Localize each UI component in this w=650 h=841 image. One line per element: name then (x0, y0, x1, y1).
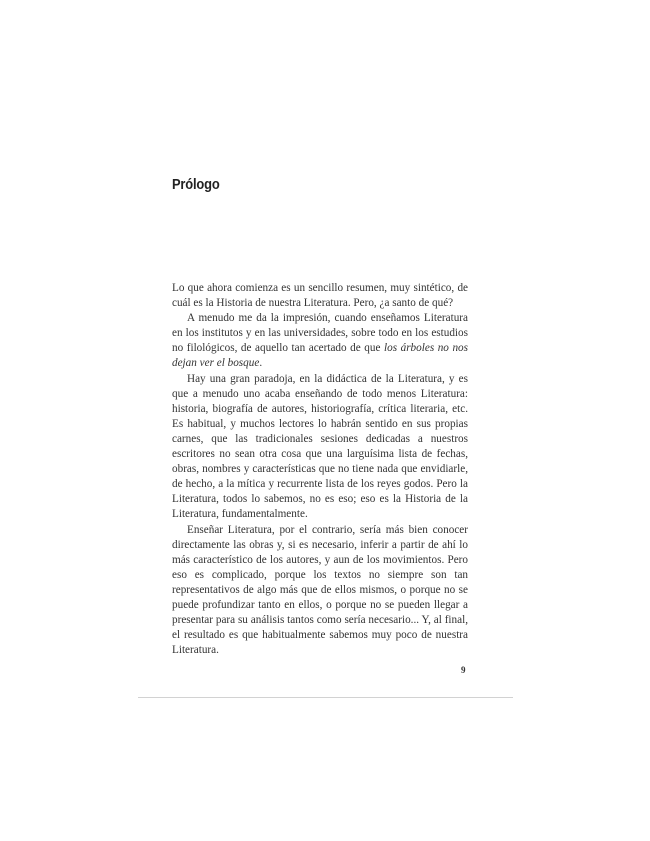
page-number: 9 (461, 665, 466, 675)
paragraph-2-italic: los árboles no nos dejan ver el bosque (172, 342, 468, 370)
paragraph-1: Lo que ahora comienza es un sencillo resumen, muy sintético, de cuál es la Historia de nuestra Literatura. Pero, ¿a santo de qué? (172, 282, 468, 310)
chapter-title: Prólogo (172, 176, 220, 193)
paragraph-2 (172, 311, 468, 371)
paragraph-2-text: A menudo me da la impresión, cuando enseñamos Literatura en los institutos y en las universidades, sobre todo en los estudios no filológicos, de aquello tan acertado de que (172, 312, 468, 355)
paragraph-3: Hay una gran paradoja, en la didáctica de la Literatura, y es que a menudo uno acaba enseñando de todo menos Literatura: historia, biografía de autores, historiografía, crítica literaria, etc. Es habitual, y muchos lectores lo habrán sentido en sus propias carnes, que las tradicionales sesiones dedicadas a nuestros escritores no sean otra cosa que una larguísima lista de fechas, obras, nombres y características que no tiene nada que envidiarle, de hecho, a la mítica y recurrente lista de los reyes godos. Pero la Literatura, todos lo sabemos, no es eso; eso es la Historia de la Literatura, fundamentalmente. (172, 372, 468, 521)
page-divider (138, 697, 513, 698)
paragraph-4: Enseñar Literatura, por el contrario, sería más bien conocer directamente las obras y, si es necesario, inferir a partir de ahí lo más característico de los autores, y aun de los movimientos. Pero eso es complicado, porque los textos no siempre son tan representativos de algo más que de ellos mismos, o porque no se puede profundizar tanto en ellos, o porque no se pueden llegar a presentar para su análisis tantos como sería necesario... Y, al final, el resultado es que habitualmente sabemos muy poco de nuestra Literatura. (172, 523, 468, 657)
paragraph-2-end: . (259, 357, 263, 370)
prologue-body (172, 281, 468, 658)
